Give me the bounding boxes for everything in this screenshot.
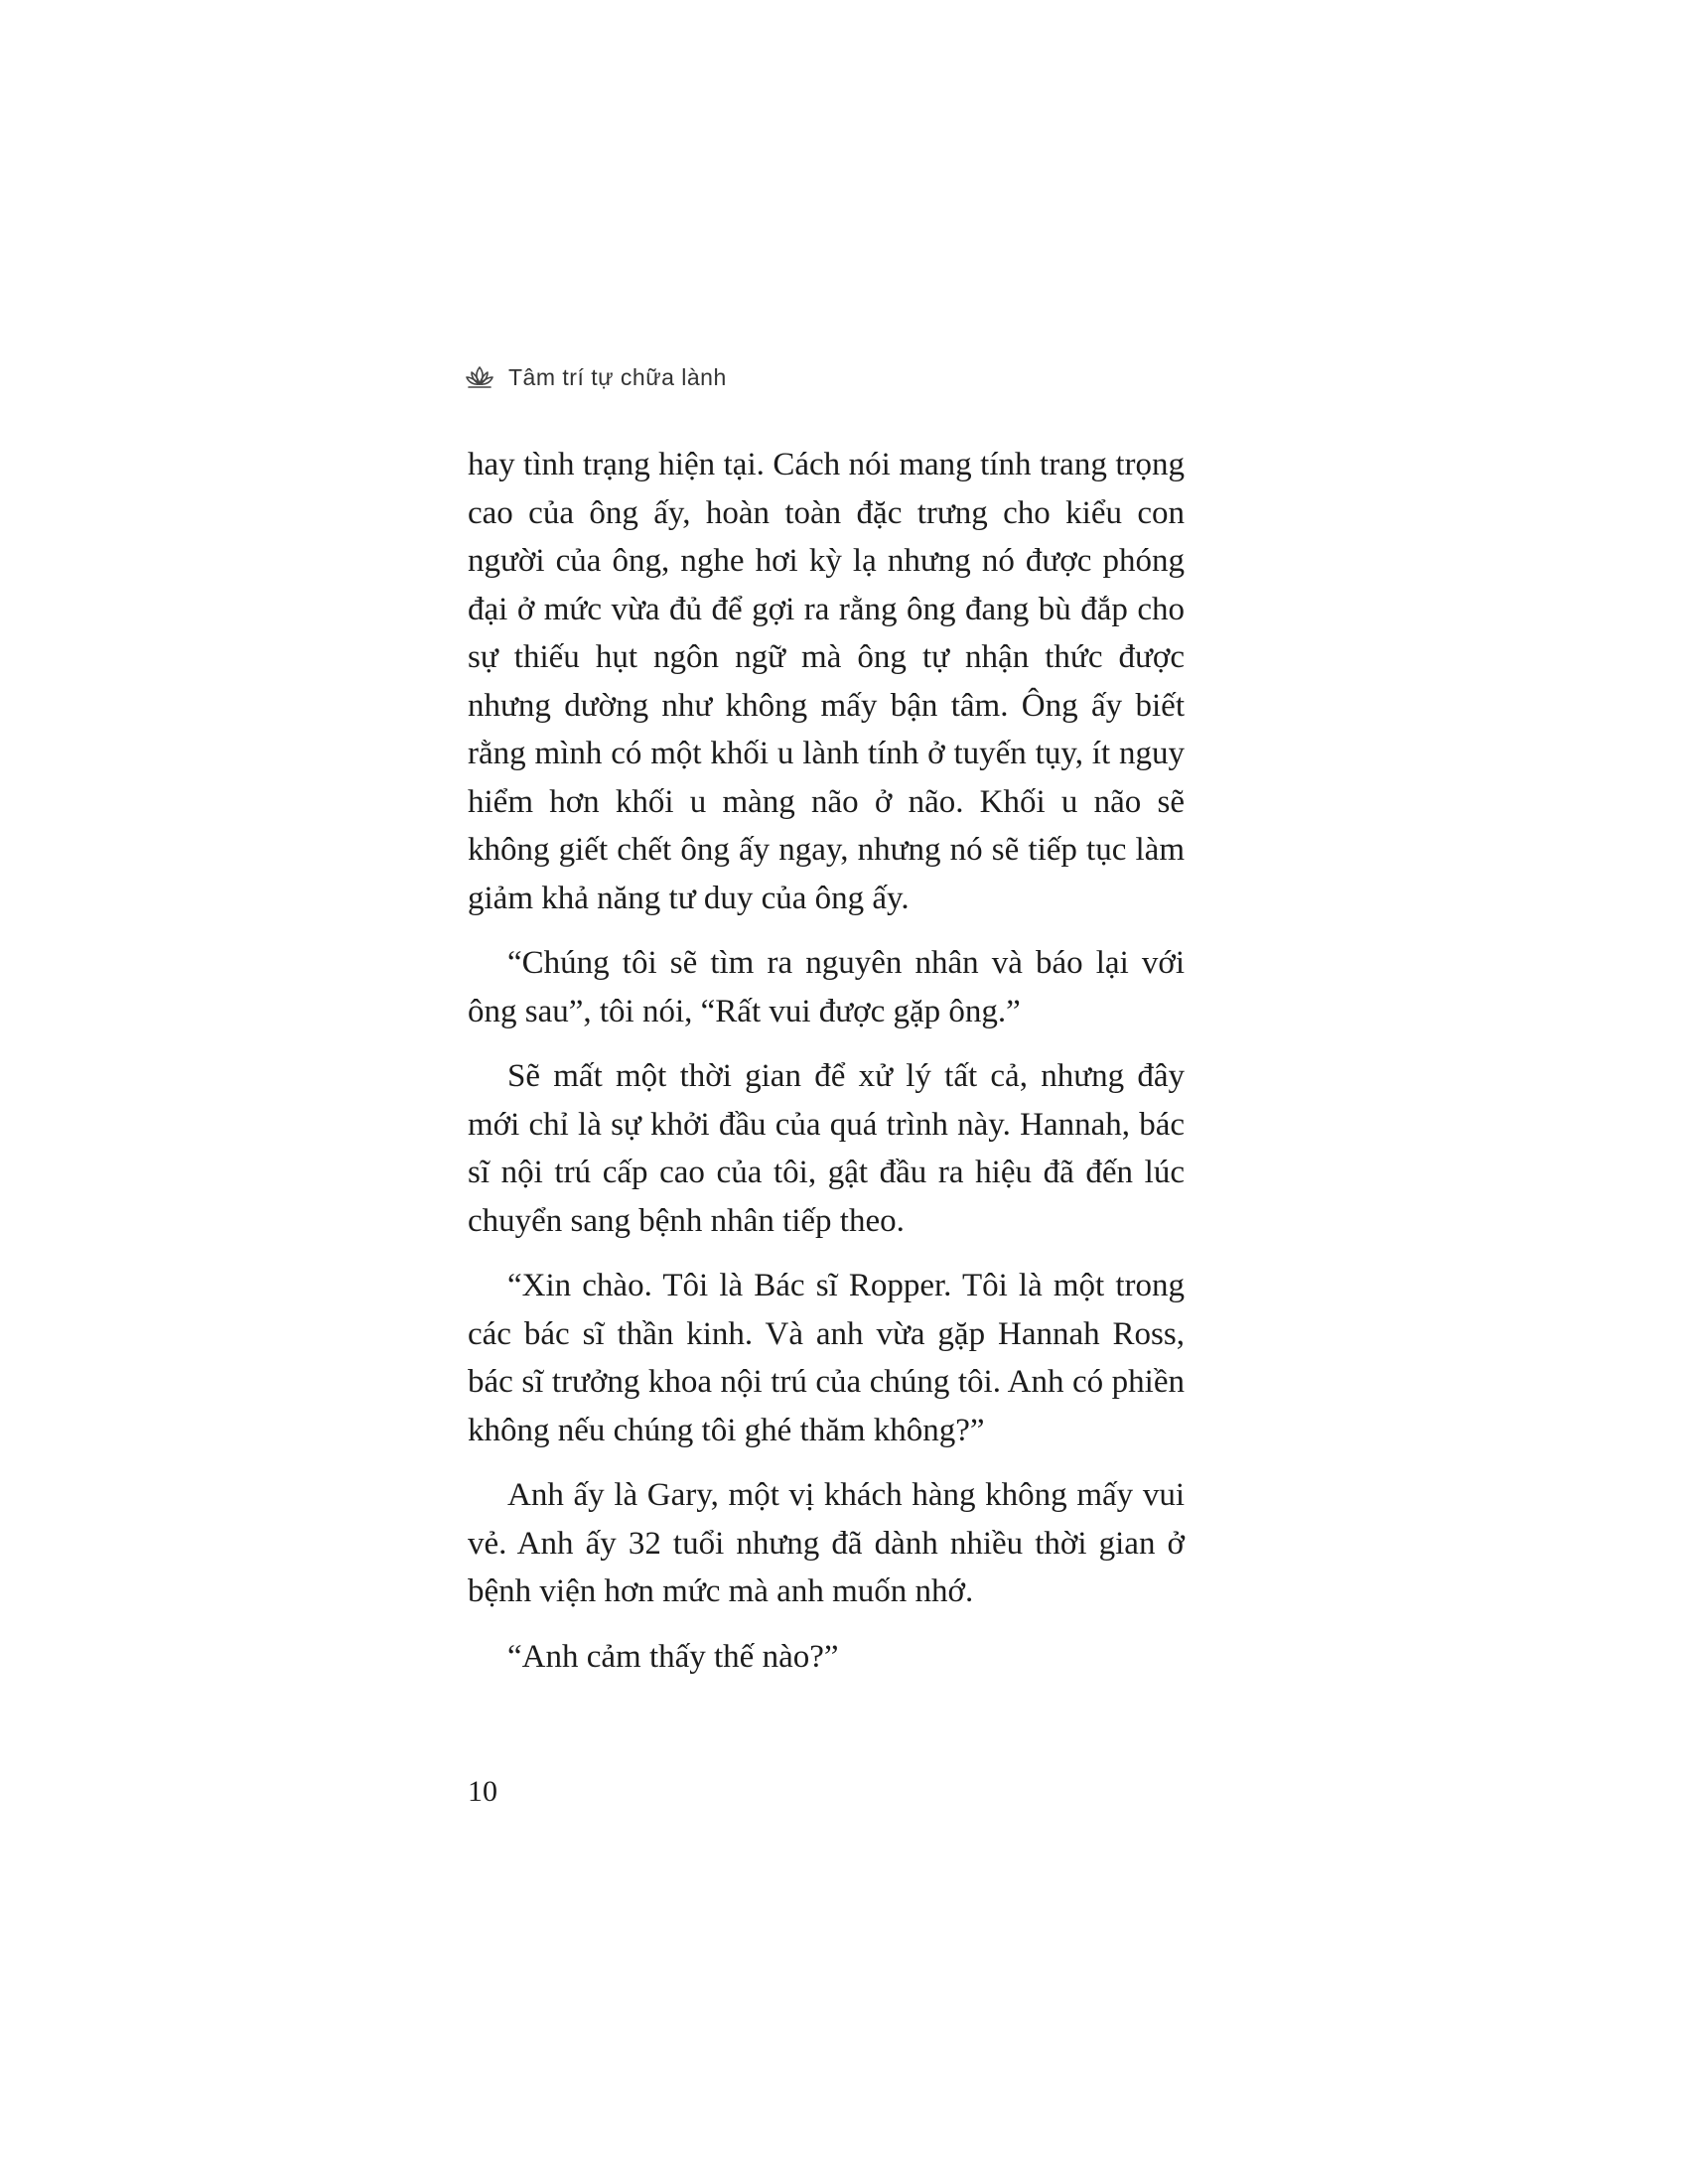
- body-text: [468, 441, 1185, 1698]
- paragraph: hay tình trạng hiện tại. Cách nói mang tính trang trọng cao của ông ấy, hoàn toàn đặc trưng cho kiểu con người của ông, nghe hơi kỳ lạ nhưng nó được phóng đại ở mức vừa đủ để gợi ra rằng ông đang bù đắp cho sự thiếu hụt ngôn ngữ mà ông tự nhận thức được nhưng dường như không mấy bận tâm. Ông ấy biết rằng mình có một khối u lành tính ở tuyến tụy, ít nguy hiểm hơn khối u màng não ở não. Khối u não sẽ không giết chết ông ấy ngay, nhưng nó sẽ tiếp tục làm giảm khả năng tư duy của ông ấy.: [468, 447, 1185, 916]
- paragraph: “Chúng tôi sẽ tìm ra nguyên nhân và báo lại với ông sau”, tôi nói, “Rất vui được gặp ông.”: [468, 945, 1185, 1029]
- paragraph: Anh ấy là Gary, một vị khách hàng không mấy vui vẻ. Anh ấy 32 tuổi nhưng đã dành nhiều thời gian ở bệnh viện hơn mức mà anh muốn nhớ.: [468, 1477, 1185, 1609]
- paragraph: “Xin chào. Tôi là Bác sĩ Ropper. Tôi là một trong các bác sĩ thần kinh. Và anh vừa gặp Hannah Ross, bác sĩ trưởng khoa nội trú của chúng tôi. Anh có phiền không nếu chúng tôi ghé thăm không?”: [468, 1268, 1185, 1448]
- lotus-icon: [465, 364, 494, 390]
- paragraph: Sẽ mất một thời gian để xử lý tất cả, nhưng đây mới chỉ là sự khởi đầu của quá trình này. Hannah, bác sĩ nội trú cấp cao của tôi, gật đầu ra hiệu đã đến lúc chuyển sang bệnh nhân tiếp theo.: [468, 1058, 1185, 1239]
- running-head: [465, 357, 727, 397]
- page-number: 10: [468, 1775, 497, 1808]
- running-head-title: Tâm trí tự chữa lành: [508, 363, 727, 390]
- paragraph: “Anh cảm thấy thế nào?”: [507, 1638, 839, 1675]
